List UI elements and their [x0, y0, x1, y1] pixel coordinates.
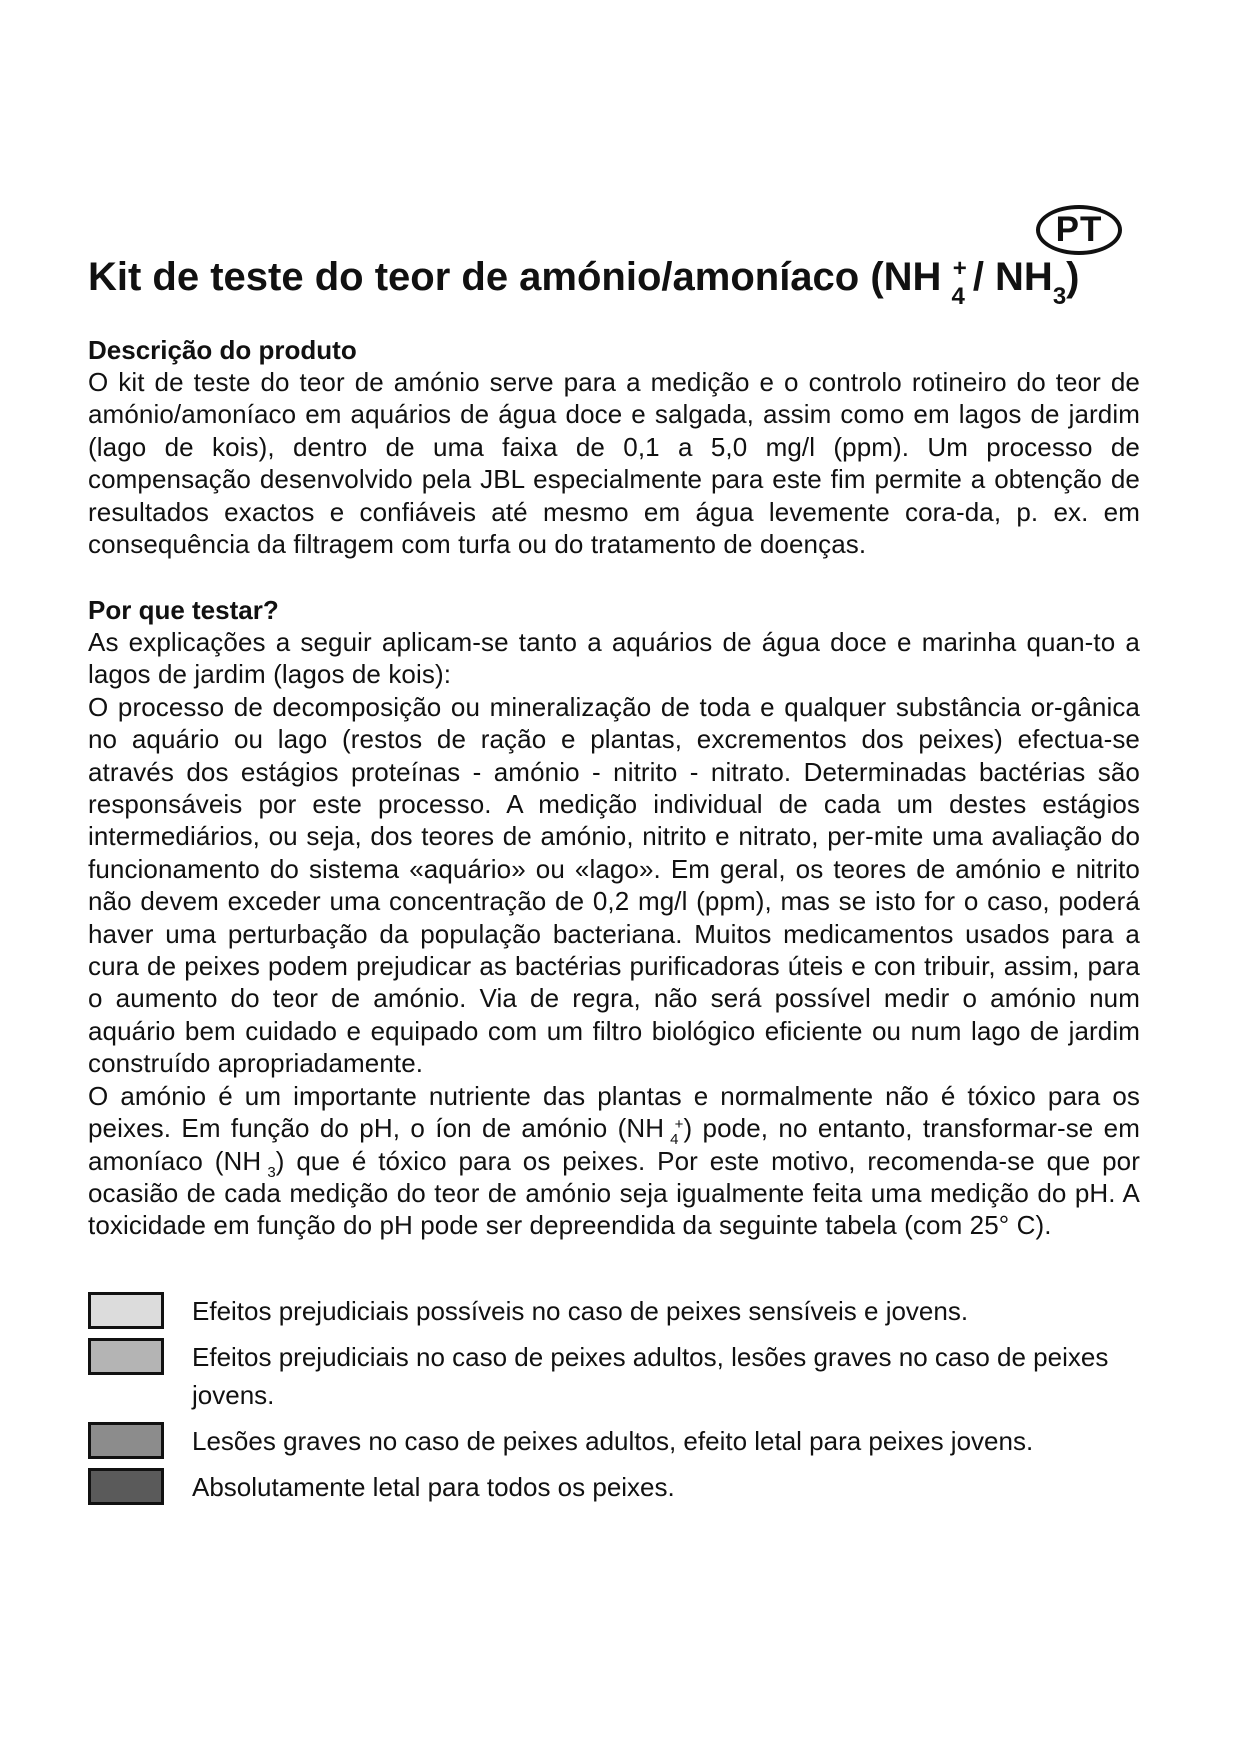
section-heading-why-test: Por que testar? — [88, 595, 279, 625]
legend-item — [88, 1468, 1148, 1506]
section-product-description — [88, 334, 1140, 560]
title-slash: / NH — [972, 255, 1053, 299]
why-test-paragraph-2: O processo de decomposição ou mineralização de toda e qualquer substância or-gânica no aquário ou lago (restos de ração e plantas, excrementos dos peixes) efectua-se através dos estágios proteínas - amónio - nitrito - nitrato. Determinadas bactérias são responsáveis por este processo. A medição individual de cada um destes estágios intermediários, ou seja, dos teores de amónio, nitrito e nitrato, per-mite uma avaliação do funcionamento do sistema «aquário» ou «lago». Em geral, os teores de amónio e nitrito não devem exceder uma concentração de 0,2 mg/l (ppm), mas se isto for o caso, poderá haver uma perturbação da população bacteriana. Muitos medicamentos usados para a cura de peixes podem prejudicar as bactérias purificadoras úteis e con tribuir, assim, para o aumento do teor de amónio. Via de regra, não será possível medir o amónio num aquário bem cuidado e equipado com um filtro biológico eficiente ou num lago de jardim construído apropriadamente. — [88, 691, 1140, 1079]
description-paragraph: O kit de teste do teor de amónio serve para a medição e o controlo rotineiro do teor de amónio/amoníaco em aquários de água doce e salgada, assim como em lagos de jardim (lago de kois), dentro de uma faixa de 0,1 a 5,0 mg/l (ppm). Um processo de compensação desenvolvido pela JBL especialmente para este fim permite a obtenção de resultados exactos e confiáveis até mesmo em água levemente cora-da, p. ex. em consequência da filtragem com turfa ou do tratamento de doenças. — [88, 367, 1140, 560]
title-close: ) — [1066, 255, 1080, 299]
para3-sub-4: 4 — [670, 1131, 679, 1149]
para3-sub-3: 3 — [267, 1163, 276, 1181]
legend-swatch-dark — [88, 1468, 164, 1505]
legend-item — [88, 1338, 1148, 1414]
para3-text-c: ) que é tóxico para os peixes. Por este motivo, recomenda-se que por ocasião de cada medição do teor de amónio seja igualmente feita uma medição do pH. A toxicidade em função do pH pode ser depreendida da seguinte tabela (com 25° C). — [88, 1145, 1140, 1241]
legend-text: Absolutamente letal para todos os peixes. — [192, 1472, 675, 1502]
why-test-paragraph-3 — [88, 1080, 1140, 1242]
title-sub-4: 4 — [951, 283, 965, 310]
legend-text: Efeitos prejudiciais no caso de peixes adultos, lesões graves no caso de peixes jovens. — [192, 1342, 1109, 1410]
legend-swatch-light — [88, 1292, 164, 1329]
legend-swatch-medium-light — [88, 1338, 164, 1375]
title-main: Kit de teste do teor de amónio/amoníaco (NH — [88, 255, 942, 299]
para3-sup-plus: + — [674, 1116, 684, 1134]
why-test-paragraph-1: As explicações a seguir aplicam-se tanto a aquários de água doce e marinha quan-to a lagos de jardim (lagos de kois): — [88, 627, 1140, 690]
section-why-test — [88, 594, 1140, 1242]
title-sub-3: 3 — [1052, 283, 1067, 310]
language-badge-label: PT — [1055, 210, 1103, 249]
legend-item — [88, 1422, 1148, 1460]
para3-text-a: O amónio é um importante nutriente das plantas e normalmente não é tóxico para os peixes. Em função do pH, o íon de amónio (NH — [88, 1080, 1140, 1144]
title-sup-plus: + — [952, 255, 967, 282]
legend-text: Lesões graves no caso de peixes adultos, efeito letal para peixes jovens. — [192, 1426, 1034, 1456]
language-badge — [1036, 205, 1122, 255]
legend-item — [88, 1292, 1148, 1330]
legend-text: Efeitos prejudiciais possíveis no caso de peixes sensíveis e jovens. — [192, 1296, 969, 1326]
para3-text-b: ) pode, no entanto, transformar-se em amoníaco (NH — [88, 1113, 1140, 1176]
legend-swatch-medium-dark — [88, 1422, 164, 1459]
section-heading-description: Descrição do produto — [88, 335, 357, 365]
page-title — [88, 250, 1148, 310]
toxicity-legend — [88, 1292, 1148, 1506]
